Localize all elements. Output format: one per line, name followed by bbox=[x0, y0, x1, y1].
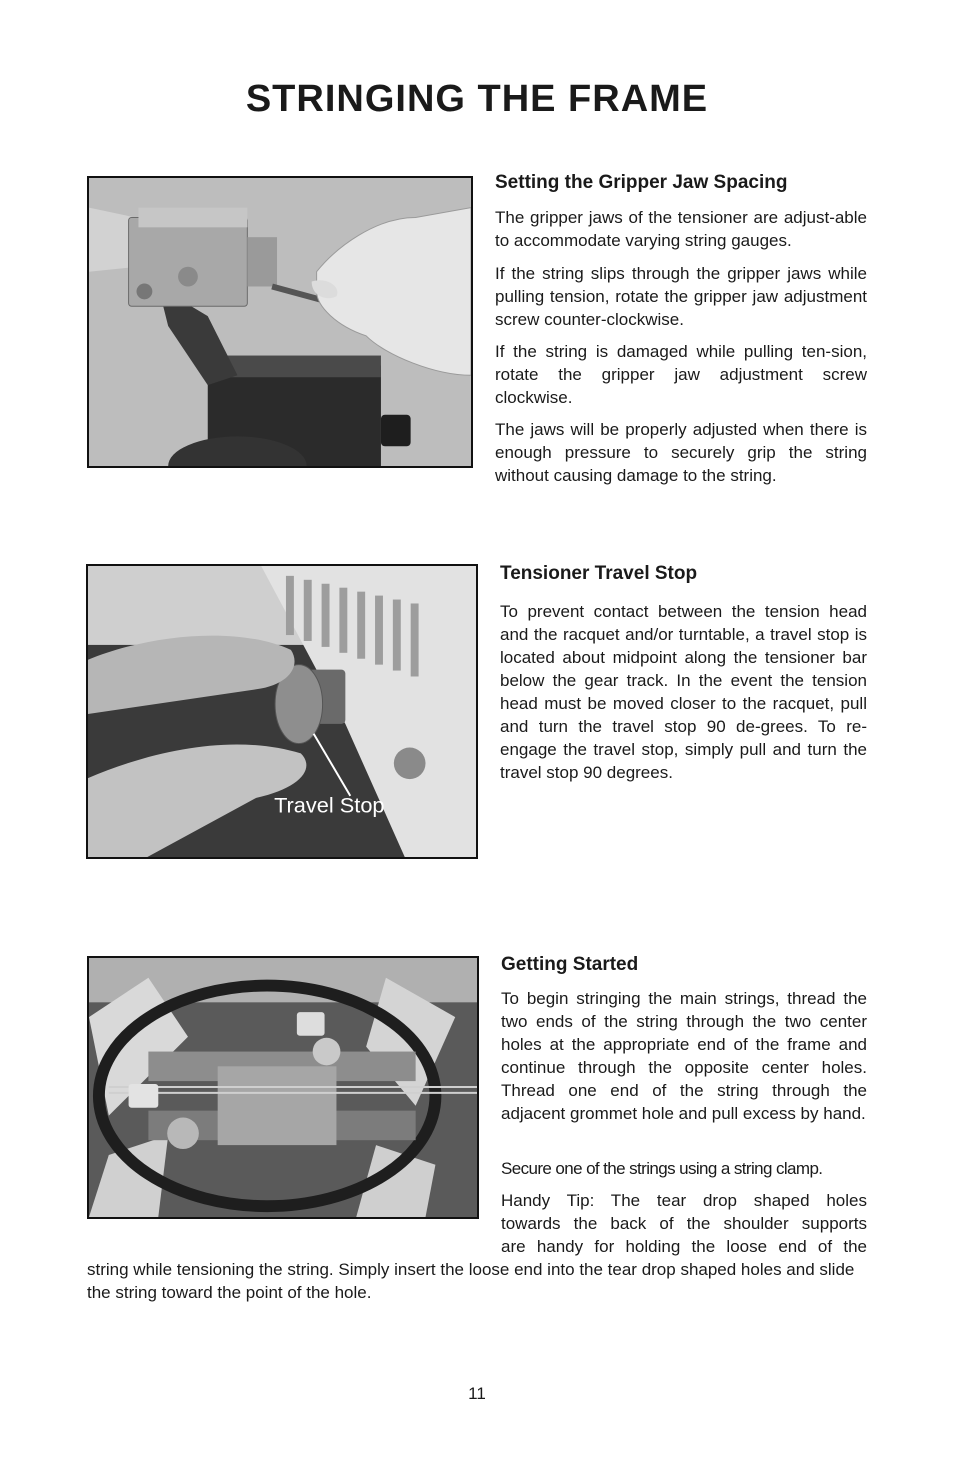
gripper-jaw-photo bbox=[87, 176, 473, 468]
paragraph: To prevent contact between the tension head and the racquet and/or turntable, a travel stop is located about midpoint along the tensioner bar below the gear track. In the event the tension head must be moved closer to the racquet, pull and turn the travel stop 90 de-grees. To re-engage the travel stop, simply pull and turn the travel stop 90 degrees. bbox=[500, 602, 867, 782]
paragraph: Secure one of the strings using a string clamp. bbox=[501, 1159, 823, 1178]
section-heading-gripper-jaw: Setting the Gripper Jaw Spacing bbox=[495, 172, 788, 193]
paragraph: To begin stringing the main strings, thread the two ends of the string through the two center holes at the appropriate end of the frame and continue through the opposite center holes. Thread one end of the string through the adjacent grommet hole and pull excess by hand. bbox=[501, 989, 867, 1123]
section-heading-getting-started: Getting Started bbox=[501, 954, 639, 975]
tip-continued: string while tensioning the string. Simply insert the loose end into the tear drop shaped holes and slide the string toward the point of the hole. bbox=[87, 1260, 855, 1302]
travel-stop-photo bbox=[86, 564, 478, 859]
paragraph: The gripper jaws of the tensioner are adjust-able to accommodate varying string gauges. bbox=[495, 208, 867, 250]
tip-line: are handy for holding the loose end of the bbox=[501, 1237, 867, 1256]
tip-line: towards the back of the shoulder supports bbox=[501, 1214, 867, 1233]
paragraph: If the string slips through the gripper jaws while pulling tension, rotate the gripper jaw adjustment screw counter-clockwise. bbox=[495, 264, 867, 329]
racquet-mount-photo bbox=[87, 956, 479, 1219]
page-title: STRINGING THE FRAME bbox=[245, 78, 709, 120]
paragraph: The jaws will be properly adjusted when there is enough pressure to securely grip the string without causing damage to the string. bbox=[495, 420, 867, 485]
travel-stop-label: Travel Stop bbox=[274, 792, 385, 818]
section-heading-travel-stop: Tensioner Travel Stop bbox=[500, 563, 698, 584]
page-number: 11 bbox=[468, 1384, 486, 1403]
tip-line: Handy Tip: The tear drop shaped holes bbox=[501, 1191, 867, 1210]
paragraph: If the string is damaged while pulling ten-sion, rotate the gripper jaw adjustment screw clockwise. bbox=[495, 342, 867, 407]
